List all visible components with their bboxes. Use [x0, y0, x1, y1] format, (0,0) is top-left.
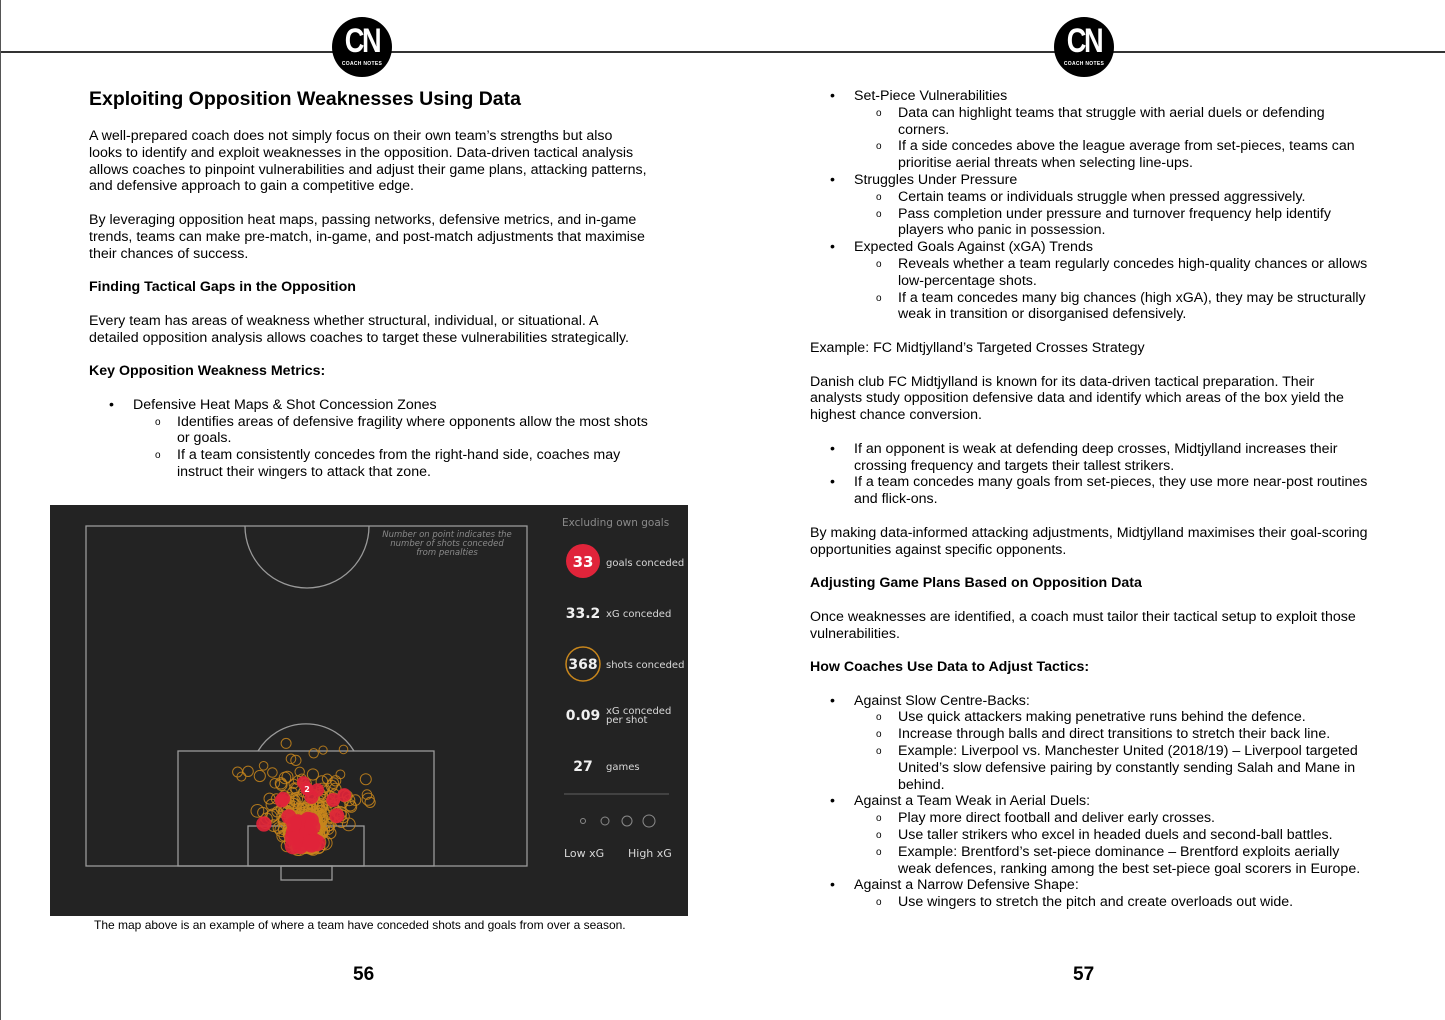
- sub-list: [854, 189, 1370, 239]
- legend-size-1: [581, 819, 586, 824]
- filter-note: Excluding own goals: [562, 517, 670, 529]
- sub-list: [854, 105, 1370, 172]
- paragraph: A well-prepared coach does not simply focus on their own team’s strengths but also looks to identify and exploit weaknesses in the opposition. Data-driven tactical analysis allows coaches to pinpoint vulnerabilities and adjust their game plans, attacking patterns, and defensive approach to gain a competitive edge.: [89, 128, 647, 195]
- legend-high-label: High xG: [628, 847, 672, 860]
- shot-map-chart: [50, 505, 688, 916]
- list-item-label: Struggles Under Pressure: [854, 171, 1018, 188]
- penalty-marker: [301, 783, 314, 796]
- sub-list: [133, 414, 649, 481]
- logo-subtitle: COACH NOTES: [1063, 61, 1105, 67]
- sub-list-item: o Reveals whether a team regularly concedes high-quality chances or allows low-percentage shots.: [854, 256, 1370, 290]
- shot-point: [309, 749, 318, 758]
- goal-point: [303, 834, 320, 851]
- sub-list: [854, 894, 1370, 911]
- metrics-list-continued: [810, 88, 1370, 323]
- goal-point: [275, 794, 289, 808]
- shot-point: [254, 770, 265, 781]
- list-item-label: Defensive Heat Maps & Shot Concession Zones: [133, 396, 437, 413]
- shot-point: [259, 762, 268, 771]
- paragraph: By leveraging opposition heat maps, passing networks, defensive metrics, and in-game trends, teams can make pre-match, in-game, and post-match adjustments that maximise their chances of success.: [89, 211, 645, 262]
- shot-point: [307, 769, 318, 780]
- shot-point: [243, 766, 253, 776]
- legend-size-3: [622, 816, 632, 826]
- stat-value-shots: 368: [568, 657, 598, 673]
- goal-point: [305, 819, 321, 835]
- sub-list-item: o Identifies areas of defensive fragility where opponents allow the most shots or goals.: [133, 414, 649, 448]
- sub-list-item: o Pass completion under pressure and turnover frequency help identify players who panic in possession.: [854, 206, 1370, 240]
- subheading: How Coaches Use Data to Adjust Tactics:: [810, 659, 1090, 676]
- sub-list: [854, 709, 1370, 793]
- stat-label-games: games: [606, 762, 640, 773]
- subheading: Adjusting Game Plans Based on Opposition Data: [810, 575, 1142, 592]
- list-item-label: Set-Piece Vulnerabilities: [854, 88, 1008, 104]
- legend-size-4: [643, 815, 655, 827]
- stat-label-xg-per-shot-2: per shot: [606, 715, 648, 726]
- sub-list-item: o If a side concedes above the league average from set-pieces, teams can prioritise aerial threats when selecting line-ups.: [854, 138, 1370, 172]
- goal-frame: [281, 866, 332, 880]
- list-item: • If a team concedes many goals from set-pieces, they use more near-post routines and flick-ons.: [810, 474, 1370, 508]
- sub-list-item: o Use wingers to stretch the pitch and create overloads out wide.: [854, 894, 1370, 911]
- list-item: [810, 693, 1370, 794]
- right-page-text: [810, 88, 1370, 911]
- figure-caption: The map above is an example of where a team have conceded shots and goals from over a season.: [94, 918, 626, 932]
- sub-list-item: o Use quick attackers making penetrative runs behind the defence.: [854, 709, 1370, 726]
- shot-point: [264, 793, 275, 804]
- stat-value-xg: 33.2: [565, 606, 601, 622]
- list-item-label: Against a Narrow Defensive Shape:: [854, 877, 1079, 894]
- page-title: Exploiting Opposition Weaknesses Using Data: [89, 88, 521, 110]
- sub-list-item: o Increase through balls and direct transitions to stretch their back line.: [854, 726, 1370, 743]
- goal-point: [286, 816, 301, 831]
- sub-list: [854, 810, 1370, 877]
- shot-point: [268, 768, 278, 778]
- coach-notes-logo: [332, 17, 392, 77]
- shot-point: [281, 738, 291, 748]
- list-item: [89, 397, 649, 481]
- sub-list-item: o If a team concedes many big chances (high xGA), they may be structurally weak in transition or disorganised defensively.: [854, 290, 1370, 324]
- logo-letters: CN: [1066, 22, 1102, 60]
- goal-point: [285, 838, 302, 855]
- goal-point: [337, 788, 351, 802]
- list-item: [810, 239, 1370, 323]
- paragraph: By making data-informed attacking adjustments, Midtjylland maximises their goal-scoring opportunities against specific opponents.: [810, 524, 1368, 558]
- sub-list-item: o Data can highlight teams that struggle with aerial duels or defending corners.: [854, 105, 1370, 139]
- page-number: 57: [1073, 964, 1095, 985]
- annotation-line-2: number of shots conceded: [390, 539, 504, 549]
- stat-value-goals: 33: [572, 553, 594, 571]
- penalty-count-label: 2: [304, 785, 310, 794]
- shot-point: [339, 745, 348, 754]
- shot-point: [360, 774, 371, 785]
- legend-size-2: [601, 817, 609, 825]
- annotation-line-1: Number on point indicates the: [382, 530, 512, 540]
- intro-text: [89, 128, 649, 481]
- list-item: [810, 877, 1370, 911]
- tactics-list: [810, 693, 1370, 911]
- legend-low-label: Low xG: [564, 847, 605, 860]
- sub-list-item: o Play more direct football and deliver early crosses.: [854, 810, 1370, 827]
- paragraph: Every team has areas of weakness whether structural, individual, or situational. A detailed opposition analysis allows coaches to target these vulnerabilities strategically.: [89, 312, 629, 346]
- centre-circle-arc: [245, 526, 369, 588]
- shot-point: [319, 746, 327, 754]
- metrics-list: [89, 397, 649, 481]
- right-page: [722, 0, 1445, 1020]
- stat-label-shots: shots conceded: [606, 660, 685, 671]
- shot-point: [336, 770, 345, 779]
- page-number: 56: [353, 964, 375, 985]
- sub-list-item: o If a team consistently concedes from the right-hand side, coaches may instruct their wingers to attack that zone.: [133, 447, 649, 481]
- example-heading: Example: FC Midtjylland’s Targeted Crosses Strategy: [810, 339, 1145, 356]
- list-item: [810, 88, 1370, 172]
- subheading: Finding Tactical Gaps in the Opposition: [89, 279, 356, 296]
- logo-subtitle: COACH NOTES: [341, 61, 383, 67]
- example-list: [810, 441, 1370, 508]
- stat-label-goals: goals conceded: [606, 558, 685, 569]
- list-item-label: Against Slow Centre-Backs:: [854, 692, 1030, 709]
- sub-list-item: o Example: Brentford’s set-piece dominance – Brentford exploits aerially weak defences, ranking among the best set-piece goal scorers in Europe.: [854, 844, 1370, 878]
- paragraph: Danish club FC Midtjylland is known for its data-driven tactical preparation. Their analysts study opposition defensive data and identify which areas of the box yield the highest chance conversion.: [810, 373, 1344, 424]
- sub-list-item: o Use taller strikers who excel in headed duels and second-ball battles.: [854, 827, 1370, 844]
- paragraph: Once weaknesses are identified, a coach must tailor their tactical setup to exploit those vulnerabilities.: [810, 608, 1356, 642]
- stat-value-xg-per-shot: 0.09: [565, 708, 601, 724]
- sub-list-item: o Certain teams or individuals struggle when pressed aggressively.: [854, 189, 1370, 206]
- list-item: [810, 172, 1370, 239]
- stat-label-xg: xG conceded: [606, 609, 672, 620]
- stat-label-xg-per-shot-1: xG conceded: [606, 706, 672, 717]
- goal-point: [256, 816, 271, 831]
- shot-map-svg: [50, 505, 688, 916]
- coach-notes-logo: [1054, 17, 1114, 77]
- stat-value-games: 27: [573, 759, 593, 775]
- sub-list: [854, 256, 1370, 323]
- goal-point: [329, 808, 344, 823]
- list-item-label: Against a Team Weak in Aerial Duels:: [854, 793, 1091, 810]
- logo-letters: CN: [344, 22, 380, 60]
- list-item: • If an opponent is weak at defending deep crosses, Midtjylland increases their crossing frequency and targets their tallest strikers.: [810, 441, 1370, 475]
- list-item-label: Expected Goals Against (xGA) Trends: [854, 239, 1093, 256]
- annotation-line-3: from penalties: [416, 548, 478, 558]
- subheading: Key Opposition Weakness Metrics:: [89, 363, 326, 380]
- sub-list-item: o Example: Liverpool vs. Manchester United (2018/19) – Liverpool targeted United’s slow defensive pairing by constantly sending Salah and Mane in behind.: [854, 743, 1370, 793]
- list-item: [810, 793, 1370, 877]
